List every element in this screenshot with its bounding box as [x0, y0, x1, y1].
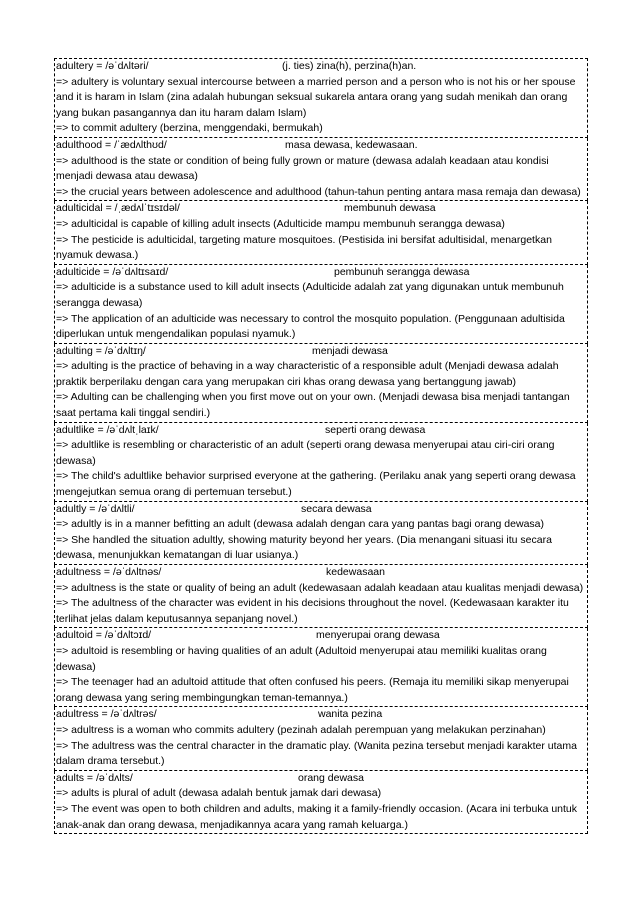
entry-line: => adultoid is resembling or having qualities of an adult (Adultoid menyerupai atau memiliki kualitas orang dewasa): [56, 644, 547, 673]
entry-line: => adultly is in a manner befitting an adult (dewasa adalah dengan cara yang pantas bagi orang dewasa): [56, 518, 544, 531]
entry-heading: [56, 502, 586, 518]
entry-heading: [56, 265, 586, 281]
dictionary-entry: [54, 502, 588, 565]
meaning: wanita pezina: [318, 708, 383, 721]
entry-heading: [56, 59, 586, 75]
headword: adultery = /əˈdʌltəri/: [56, 60, 149, 72]
headword: adulticide = /əˈdʌltɪsaɪd/: [56, 265, 169, 278]
dictionary-entry: [54, 771, 588, 834]
headword: adultlike = /əˈdʌltˌlaɪk/: [56, 423, 159, 436]
entry-line: => adultress is a woman who commits adultery (pezinah adalah perempuan yang melakukan perzinahan): [56, 723, 546, 736]
entry-heading: [56, 628, 586, 644]
meaning: seperti orang dewasa: [325, 423, 426, 436]
entry-heading: [56, 344, 586, 360]
meaning: pembunuh serangga dewasa: [334, 265, 470, 278]
dictionary-entry: [54, 344, 588, 423]
dictionary-sheet: [54, 58, 588, 834]
entry-line: => Adulting can be challenging when you first move out on your own. (Menjadi dewasa bisa menjadi tantangan saat pertama kali tinggal sendiri.): [56, 391, 570, 420]
dictionary-entry: [54, 565, 588, 628]
meaning: masa dewasa, kedewasaan.: [285, 138, 418, 151]
entry-line: => adultness is the state or quality of being an adult (kedewasaan adalah keadaan atau kualitas menjadi dewasa): [56, 581, 584, 594]
dictionary-entry: [54, 58, 588, 138]
entry-line: => The child's adultlike behavior surprised everyone at the gathering. (Perilaku anak yang seperti orang dewasa mengejutkan semua orang di pertemuan tersebut.): [56, 470, 576, 499]
headword: adultress = /əˈdʌltrəs/: [56, 708, 157, 721]
entry-line: => to commit adultery (berzina, menggendaki, bermukah): [56, 122, 323, 135]
dictionary-entry: [54, 423, 588, 502]
entry-line: => The application of an adulticide was necessary to control the mosquito population. (Penggunaan adultisida diperlukan untuk mengendalikan populasi nyamuk.): [56, 312, 565, 341]
entry-heading: [56, 707, 586, 723]
entry-line: => adulting is the practice of behaving in a way characteristic of a responsible adult (Menjadi dewasa adalah praktik berperilaku dengan cara yang merupakan ciri khas orang dewasa yang bertanggung jawab): [56, 360, 559, 388]
entry-line: => adulticidal is capable of killing adult insects (Adulticide mampu membunuh serangga dewasa): [56, 217, 505, 230]
meaning: (j. ties) zina(h), perzina(h)an.: [282, 60, 417, 72]
dictionary-entry: [54, 138, 588, 201]
meaning: orang dewasa: [298, 771, 364, 784]
entry-line: => adultery is voluntary sexual intercourse between a married person and a person who is not his or her spouse and it is haram in Islam (zina adalah hubungan seksual sukarela antara orang yang sudah menikah dan orang yang bukan pasangannya dan itu haram dalam Islam): [56, 75, 576, 119]
meaning: menyerupai orang dewasa: [316, 629, 440, 642]
headword: adults = /əˈdʌlts/: [56, 771, 133, 784]
entry-heading: [56, 423, 586, 439]
headword: adulthood = /ˈædʌlthʊd/: [56, 138, 167, 151]
entry-line: => adulthood is the state or condition of being fully grown or mature (dewasa adalah keadaan atau kondisi menjadi dewasa atau dewasa): [56, 154, 549, 183]
entry-heading: [56, 771, 586, 787]
entry-line: => The adultress was the central character in the dramatic play. (Wanita pezina tersebut menjadi karakter utama dalam drama tersebut.): [56, 739, 577, 768]
meaning: menjadi dewasa: [312, 344, 388, 357]
entry-heading: [56, 201, 586, 217]
entry-heading: [56, 565, 586, 581]
meaning: membunuh dewasa: [344, 202, 436, 215]
headword: adultoid = /əˈdʌltɔɪd/: [56, 629, 152, 642]
entry-line: => The adultness of the character was evident in his decisions throughout the novel. (Kedewasaan karakter itu terlihat jelas dalam keputusannya sepanjang novel.): [56, 597, 569, 625]
headword: adulticidal = /ˌædʌlˈtɪsɪdəl/: [56, 202, 180, 215]
entry-line: => The event was open to both children and adults, making it a family-friendly occasion. (Acara ini terbuka untuk anak-anak dan orang dewasa, menjadikannya acara yang ramah keluarga.): [56, 802, 578, 831]
meaning: kedewasaan: [326, 566, 385, 578]
entry-line: => She handled the situation adultly, showing maturity beyond her years. (Dia menangani situasi itu secara dewasa, menunjukkan kematangan di luar usianya.): [56, 533, 552, 562]
meaning: secara dewasa: [301, 502, 372, 515]
headword: adultly = /əˈdʌltli/: [56, 502, 135, 515]
headword: adulting = /əˈdʌltɪŋ/: [56, 344, 146, 357]
entry-heading: [56, 138, 586, 154]
entry-line: => The pesticide is adulticidal, targeting mature mosquitoes. (Pestisida ini bersifat adultisidal, menargetkan nyamuk dewasa.): [56, 233, 552, 262]
entry-line: => The teenager had an adultoid attitude that often confused his peers. (Remaja itu memiliki sikap menyerupai orang dewasa yang sering membingungkan teman-temannya.): [56, 676, 569, 704]
dictionary-entry: [54, 628, 588, 707]
entry-line: => adulticide is a substance used to kill adult insects (Adulticide adalah zat yang digunakan untuk membunuh serangga dewasa): [56, 281, 564, 309]
dictionary-entry: [54, 707, 588, 770]
dictionary-entry: [54, 265, 588, 344]
entry-line: => the crucial years between adolescence and adulthood (tahun-tahun penting antara masa remaja dan dewasa): [56, 185, 581, 198]
headword: adultness = /əˈdʌltnəs/: [56, 566, 162, 578]
entry-line: => adults is plural of adult (dewasa adalah bentuk jamak dari dewasa): [56, 787, 382, 800]
dictionary-entry: [54, 201, 588, 264]
entry-line: => adultlike is resembling or characteristic of an adult (seperti orang dewasa menyerupai atau ciri-ciri orang dewasa): [56, 439, 555, 467]
